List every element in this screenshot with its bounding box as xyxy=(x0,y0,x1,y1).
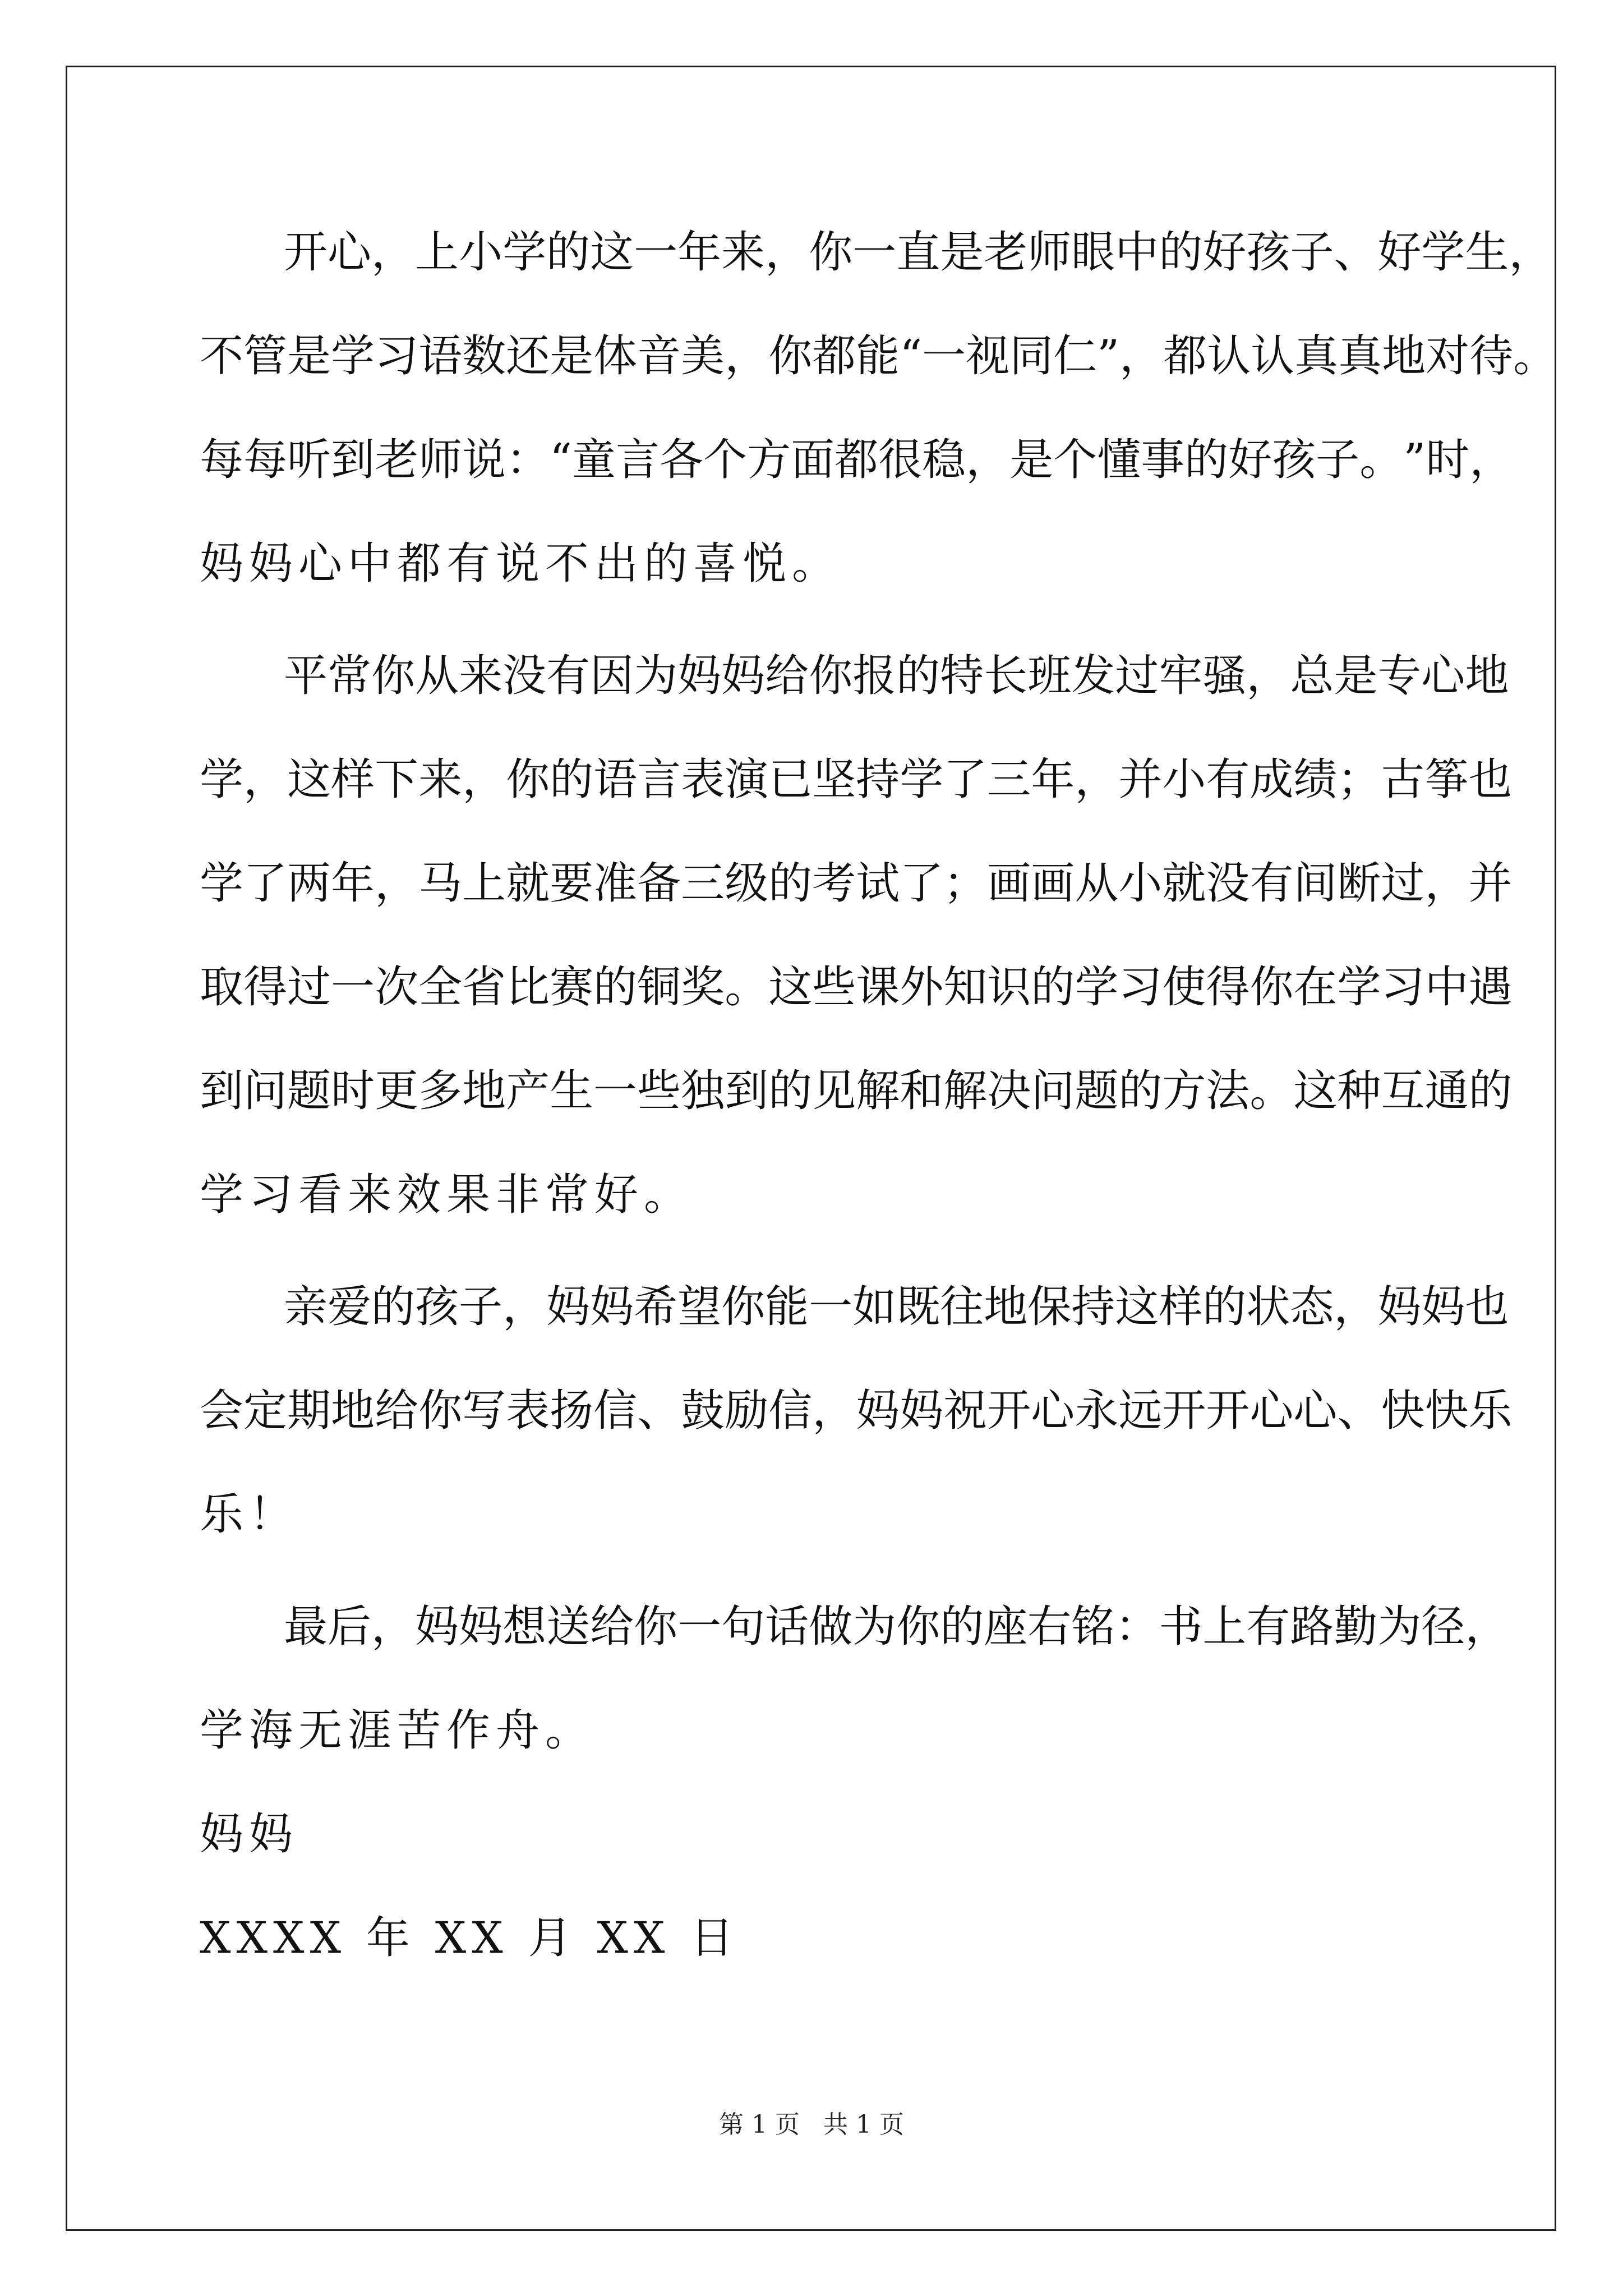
text-line: 开 心 ， 上 小 学 的 这 一 年 来 ， 你 一 直 是 老 师 眼 中 的 好 孩 子 、 好 学 生 ， xyxy=(284,227,1553,278)
text-line: 学习看来效果非常好。 xyxy=(200,1170,694,1220)
page-footer: 第 1 页 共 1 页 xyxy=(719,2110,904,2139)
text-line: 到 问 题 时 更 多 地 产 生 一 些 独 到 的 见 解 和 解 决 问 题 的 方 法 。 这 种 互 通 的 xyxy=(200,1066,1513,1116)
text-line: 会 定 期 地 给 你 写 表 扬 信 、 鼓 励 信 ， 妈 妈 祝 开 心 永 远 开 开 心 心 、 快 快 乐 xyxy=(200,1386,1513,1436)
text-line: 妈妈 xyxy=(200,1809,299,1860)
text-line: XXXX 年 XX 月 XX 日 xyxy=(200,1913,740,1963)
text-line: 平 常 你 从 来 没 有 因 为 妈 妈 给 你 报 的 特 长 班 发 过 牢 骚 ， 总 是 专 心 地 xyxy=(284,651,1509,701)
text-line: 学 了 两 年 ， 马 上 就 要 准 备 三 级 的 考 试 了 ； 画 画 从 小 就 没 有 间 断 过 ， 并 xyxy=(200,858,1513,909)
text-line: 妈妈心中都有说不出的喜悦。 xyxy=(200,539,842,589)
text-line: 每 每 听 到 老 师 说 ： “ 童 言 各 个 方 面 都 很 稳 ， 是 个 懂 事 的 好 孩 子 。 ” 时 ， xyxy=(200,435,1514,485)
text-line: 亲 爱 的 孩 子 ， 妈 妈 希 望 你 能 一 如 既 往 地 保 持 这 样 的 状 态 ， 妈 妈 也 xyxy=(284,1282,1509,1332)
text-line: 乐！ xyxy=(200,1489,299,1540)
text-line: 最 后 ， 妈 妈 想 送 给 你 一 句 话 做 为 你 的 座 右 铭 ： 书 上 有 路 勤 为 径 ， xyxy=(284,1602,1509,1652)
text-line: 学海无涯苦作舟。 xyxy=(200,1705,595,1756)
text-line: 取 得 过 一 次 全 省 比 赛 的 铜 奖 。 这 些 课 外 知 识 的 学 习 使 得 你 在 学 习 中 遇 xyxy=(200,962,1513,1013)
text-line: 不 管 是 学 习 语 数 还 是 体 音 美 ， 你 都 能 “ 一 视 同 仁 ” ， 都 认 认 真 真 地 对 待 。 xyxy=(200,331,1557,381)
page-border xyxy=(66,66,1556,2231)
text-line: 学 ， 这 样 下 来 ， 你 的 语 言 表 演 已 坚 持 学 了 三 年 ， 并 小 有 成 绩 ； 古 筝 也 xyxy=(200,754,1513,805)
